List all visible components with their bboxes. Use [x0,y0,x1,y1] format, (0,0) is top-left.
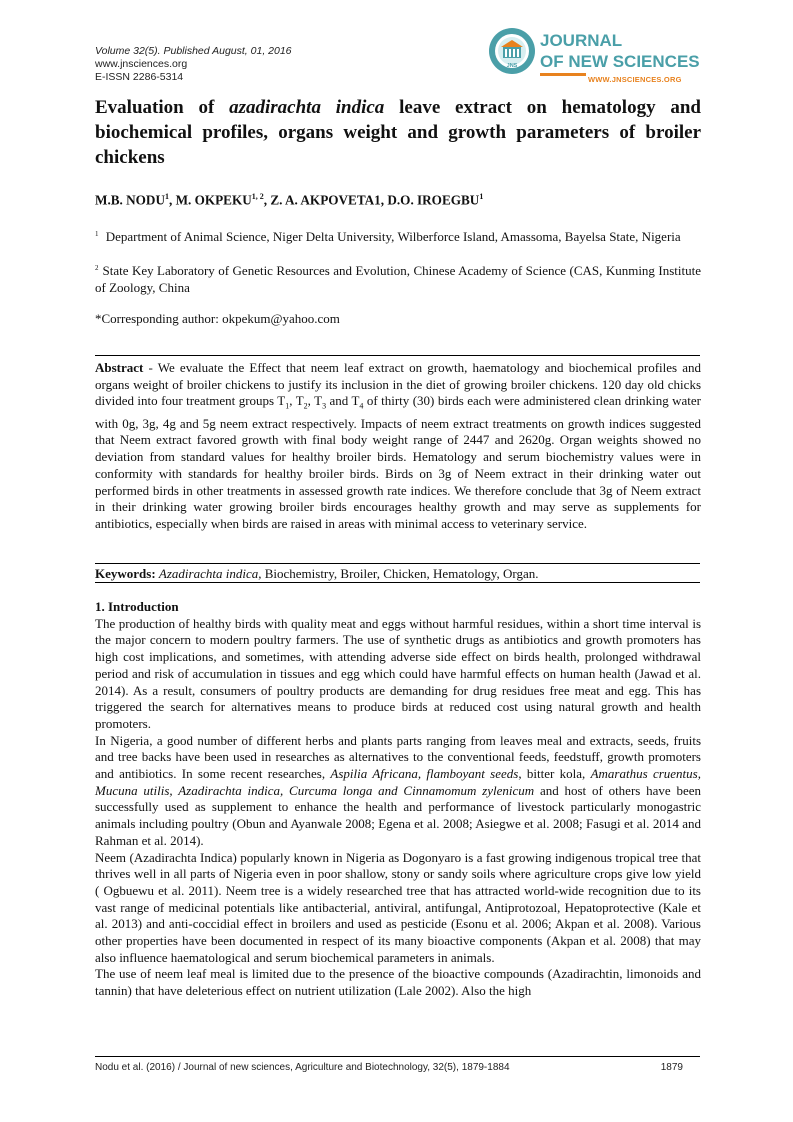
page-footer [95,1062,701,1073]
abstract-label: Abstract [95,360,144,375]
title-italic-species: azadirachta indica [229,97,385,118]
logo-line-journal: JOURNAL [540,31,623,50]
issn-line: E-ISSN 2286-5314 [95,71,184,83]
abstract-text: - We evaluate the Effect that neem leaf extract on growth, haematology and biochemical profiles and organs weight of broiler chickens to justify its inclusion in the diet of growing broiler chickens. 120 day old chicks divided into four treatment groups T [95,360,701,409]
paragraph: The use of neem leaf meal is limited due to the presence of the bioactive compounds (Azadirachtin, limonoids and tannin) that have deleterious effect on nutrient utilization (Lale 2002). Also the high [95,966,701,999]
sub-4: 4 [359,402,364,411]
species-names: Aspilia Africana, flamboyant seeds [330,766,519,782]
sub-2: 2 [303,402,308,411]
sub-1: 1 [285,402,290,411]
author-name: M.B. NODU [95,192,165,208]
paragraph-text: , bitter kola, [518,766,591,782]
species-names: Amarathus cruentus, Mucuna utilis, Azadirachta indica, Curcuma longa and Cinnamomum zylenicum [95,766,701,798]
author-affil-sup: 1 [479,192,484,201]
author-name: Z. A. AKPOVETA1 [270,192,381,208]
logo-accent-bar [540,73,586,76]
keyword-species: Azadirachta indica, [158,566,262,581]
author-name: M. OKPEKU [175,192,252,208]
footer-rule [95,1056,700,1057]
introduction-section [95,599,701,1000]
journal-logo [488,27,703,89]
title-text-2: leave extract on hematology and biochemical profiles, organs weight and growth parameters of broiler chickens [95,97,701,168]
abstract-sep: , [307,393,315,409]
keywords-label: Keywords: [95,566,156,581]
author-name: D.O. IROEGBU [387,192,480,208]
affiliation-2 [95,260,701,296]
section-heading: 1. Introduction [95,599,179,614]
affiliation-sup: 1 [95,230,99,238]
corresponding-author: *Corresponding author: okpekum@yahoo.com [95,311,340,326]
abstract-top-rule [95,355,700,356]
logo-line-new-sciences: OF NEW SCIENCES [540,52,700,71]
author-affil-sup: 1, 2 [251,192,264,201]
affiliation-sup: 2 [95,264,99,272]
page-number: 1879 [660,1062,683,1073]
paragraph [95,733,701,850]
title-text-1: Evaluation of [95,97,230,118]
seal-text: JNS [506,63,518,69]
affiliation-text: State Key Laboratory of Genetic Resources and Evolution, Chinese Academy of Science (CAS, Kunming Institute of Zoology, China [95,263,701,295]
website-line[interactable]: www.jnsciences.org [95,58,188,70]
author-list: M.B. NODU$^1$, M. OKPEKU$^{1, 2}$, Z. A. AKPOVETA1, D.O. IROEGBU$^1$ [95,192,484,208]
keywords-rule [95,582,700,583]
journal-header [95,45,292,84]
author-affil-sup: 1 [164,192,169,201]
abstract-bottom-rule [95,563,700,564]
keywords [95,566,701,582]
sub-3: 3 [322,402,327,411]
affiliation-1 [95,226,701,246]
abstract: Abstract - We evaluate the Effect that neem leaf extract on growth, haematology and biochemical profiles and organs weight of broiler chickens to justify its inclusion in the diet of growing broiler chickens. 120 day old chicks divided into four treatment groups $T_1$, $T_2$, $T_3$ and $T_4$ of thirty (30) birds each were administered clean drinking water with 0g, 3g, 4g and 5g neem extract respectively. Impacts of neem extract treatments on growth indices suggested that Neem extract favored growth with final body weight range of 2447 and 2620g. Organ weights showed no deviation from standard values for healthy broiler birds. Hematology and serum biochemistry values were in conformity with standards for healthy broiler birds. Birds on 3g of Neem extract in their drinking water out performed birds in other treatments in assessed growth rate indices. We therefore conclude that 3g of Neem extract in their drinking water growing broiler birds encourages healthy growth and may serve as supplements for antibiotics, especially when birds are raised in areas with minimal access to veterinary service. [95,360,701,531]
abstract-sep: and T [326,393,360,409]
keyword-list: Biochemistry, Broiler, Chicken, Hematology, Organ. [261,566,539,581]
abstract-text: of thirty (30) birds each were administered clean drinking water with 0g, 3g, 4g and 5g neem extract respectively. Impacts of neem extract treatments on growth indices suggested that Neem extract favored growth with final body weight range of 2447 and 2620g. Organ weights showed no deviation from standard values for healthy broiler birds. Hematology and serum biochemistry values were in conformity with standards for healthy broiler birds. Birds on 3g of Neem extract in their drinking water out performed birds in other treatments in assessed growth rate indices. We therefore conclude that 3g of Neem extract in their drinking water growing broiler birds encourages healthy growth and may serve as supplements for antibiotics, especially when birds are raised in areas with minimal access to veterinary service. [95,393,701,531]
logo-url[interactable]: WWW.JNSCIENCES.ORG [588,75,682,84]
paragraph: Neem (Azadirachta Indica) popularly known in Nigeria as Dogonyaro is a fast growing indigenous tropical tree that thrives well in all parts of Nigeria even in poor shallow, stony or sandy soils where agriculture crops give low yield ( Ogbuewu et al. 2011). Neem tree is a widely researched tree that has attracted world-wide recognition due to its vast range of medicinal potentials like antibacterial, antiviral, antifungal, Antiprotozoal, Hepatoprotective (Kale et al. 2013) and anti-coccidial effect in broilers and used as pesticide (Esonu et al. 2006; Akpan et al. 2008). Various other properties have been documented in respect of its many bioactive components (Akpan et al. 2008) that may also influence haematological and serum biochemical parameters in animals. [95,849,701,965]
volume-line: Volume 32(5). Published August, 01, 2016 [95,45,292,57]
journal-seal-icon [488,27,536,75]
paragraph-text: and host of others have been successfully used as supplement to enhance the health and performance of livestock particularly monogastric animals including poultry (Obun and Ayanwale 2008; Egena et al. 2008; Asiegwe et al. 2008; Fasugi et al. 2014 and Rahman et al. 2014). [95,782,701,848]
abstract-sep: , [289,393,296,409]
paper-title [95,95,701,170]
footer-citation: Nodu et al. (2016) / Journal of new sciences, Agriculture and Biotechnology, 32(5), 1879-1884 [95,1062,510,1073]
paragraph-text: In Nigeria, a good number of different herbs and plants parts ranging from leaves meal and extracts, seeds, fruits and tree backs have been used in researches as alternatives to the conventional feeds, feedstuff, growth promoters and antibiotics. In some recent researches, [95,732,701,782]
paragraph: The production of healthy birds with quality meat and eggs without harmful residues, within a short time interval is the major concern to modern poultry farmers. The use of synthetic drugs as antibiotics and growth promoters has high cost implications, and sometimes, with attending adverse side effect on birds health, prolonged withdrawal period and risk of accumulation in tissues and egg which could have harmful effects on human health (Jawad et al. 2014). As a result, consumers of poultry products are demanding for drug residues free meat and egg. This has triggered the search for alternatives means to produce birds at reduced cost using natural growth and health promoters. [95,615,701,731]
affiliation-text: Department of Animal Science, Niger Delta University, Wilberforce Island, Amassoma, Bayelsa State, Nigeria [105,229,681,244]
